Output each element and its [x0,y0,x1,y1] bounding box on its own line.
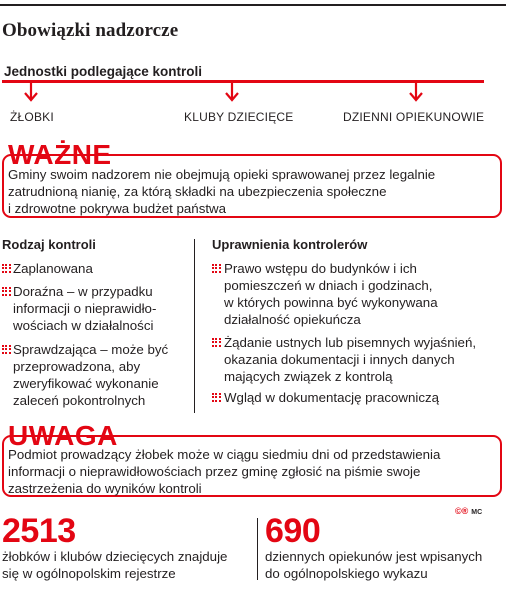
item-line: okazania dokumentacji i innych danych [224,352,455,367]
bullet-icon [2,287,11,296]
arrow-down-icon [225,83,239,103]
inspector-right-item [224,334,476,385]
bullet-icon [2,345,11,354]
item-line: mających związek z kontrolą [224,369,393,384]
credit-symbols: ©® [455,506,469,516]
top-rule [0,4,506,6]
arrow-down-icon [409,83,423,103]
unit-label-zlobki: ŻŁOBKI [10,110,54,124]
control-type-item [13,283,156,334]
important-line: i zdrowotne pokrywa budżet państwa [8,201,227,216]
stat-line: dziennych opiekunów jest wpisanych [265,549,483,564]
stat-text-caregivers [265,548,482,582]
item-line: Sprawdzająca – może być [13,342,169,357]
stat-line: się w ogólnopolskim rejestrze [2,566,176,581]
item-line: Wgląd w dokumentację pracowniczą [224,390,440,405]
important-line: zatrudnioną nianię, za którą składki na ubezpieczenia społeczne [8,184,387,199]
item-line: zweryfikować wykonanie [13,376,159,391]
stat-line: do ogólnopolskiego wykazu [265,566,428,581]
item-line: Doraźna – w przypadku [13,284,153,299]
item-line: wościach w działalności [13,318,154,333]
credit-initials: MC [471,509,483,516]
bullet-icon [212,264,221,273]
inspector-rights-heading: Uprawnienia kontrolerów [212,237,368,252]
column-divider [194,239,195,413]
item-line: przeprowadzona, aby [13,359,141,374]
notice-line: Podmiot prowadzący żłobek może w ciągu siedmiu dni od przedstawienia [8,447,441,462]
control-type-item [13,341,168,409]
inspector-right-item [224,389,439,406]
unit-label-opiekunowie: DZIENNI OPIEKUNOWIE [343,110,485,124]
notice-line: informacji o nieprawidłowościach przez gminę zgłosić na piśmie swoje [8,464,421,479]
units-heading: Jednostki podlegające kontroli [4,64,203,79]
item-line: Prawo wstępu do budynków i ich [224,261,417,276]
page-title: Obowiązki nadzorcze [2,20,179,41]
item-line: Zaplanowana [13,261,93,276]
credit [455,506,482,516]
bullet-icon [2,264,11,273]
notice-title: UWAGA [8,420,118,451]
arrow-down-icon [24,83,38,103]
notice-line: zastrzeżenia do wyników kontroli [8,481,202,496]
control-types-heading: Rodzaj kontroli [2,237,96,252]
important-line: Gminy swoim nadzorem nie obejmują opieki sprawowanej przez legalnie [8,167,436,182]
stat-divider [257,518,258,580]
bullet-icon [212,393,221,402]
item-line: działalność opiekuńcza [224,312,361,327]
notice-text [8,446,500,497]
bullet-icon [212,338,221,347]
item-line: Żądanie ustnych lub pisemnych wyjaśnień, [224,335,477,350]
control-type-item [13,260,93,277]
stat-number-caregivers: 690 [265,512,321,550]
inspector-right-item [224,260,438,328]
stat-text-nurseries [2,548,227,582]
stat-number-nurseries: 2513 [2,512,76,550]
item-line: informacji o nieprawidło- [13,301,157,316]
important-title: WAŻNE [8,139,112,170]
important-text [8,166,500,217]
item-line: zaleceń pokontrolnych [13,393,146,408]
stat-line: żłobków i klubów dziecięcych znajduje [2,549,228,564]
item-line: w których powinna być wykonywana [224,295,438,310]
item-line: pomieszczeń w dniach i godzinach, [224,278,433,293]
unit-label-kluby: KLUBY DZIECIĘCE [184,110,294,124]
